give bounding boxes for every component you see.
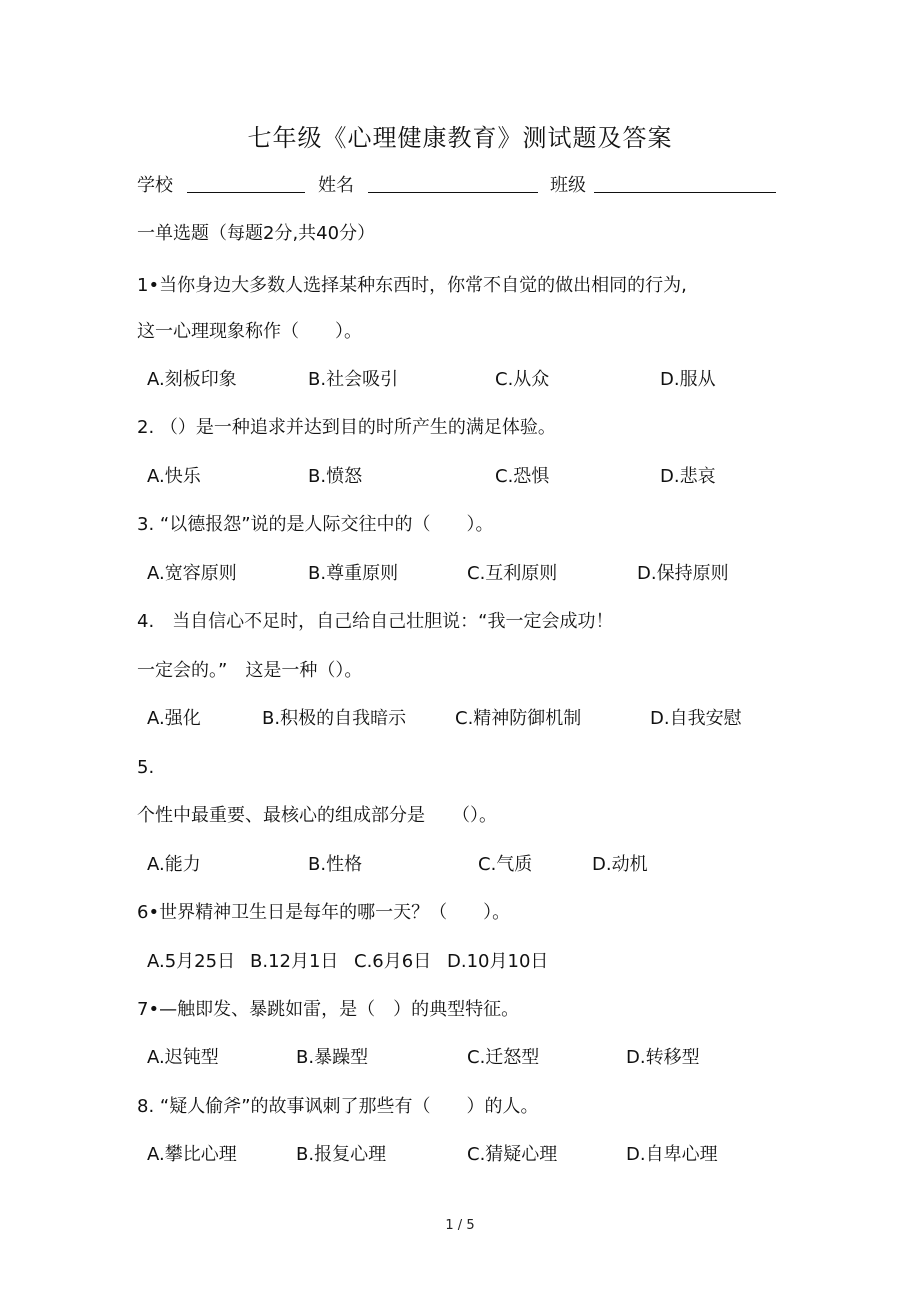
question-3-option-a[interactable]: A.宽容原则: [147, 563, 237, 584]
question-5-option-b[interactable]: B.性格: [308, 854, 363, 875]
question-5-option-c[interactable]: C.气质: [478, 854, 533, 875]
question-1-line-2: 这一心理现象称作（ ）。: [137, 321, 362, 342]
question-2-option-d[interactable]: D.悲哀: [660, 466, 716, 487]
question-5-option-d[interactable]: D.动机: [592, 854, 648, 875]
school-label: 学校: [137, 175, 173, 196]
question-7-option-b[interactable]: B.暴躁型: [296, 1047, 369, 1068]
question-8-line-1: 8. “疑人偷斧”的故事讽刺了那些有（ ）的人。: [137, 1096, 539, 1117]
question-1-option-a[interactable]: A.刻板印象: [147, 369, 237, 390]
question-4-line-1: 4. 当自信心不足时，自己给自己壮胆说：“我一定会成功！: [137, 611, 614, 632]
question-3-option-b[interactable]: B.尊重原则: [308, 563, 399, 584]
question-3-option-d[interactable]: D.保持原则: [637, 563, 729, 584]
question-6-line-1: 6•世界精神卫生日是每年的哪一天？（ ）。: [137, 902, 511, 923]
question-7-line-1: 7•—触即发、暴跳如雷，是（ ）的典型特征。: [137, 999, 520, 1020]
question-6-option-d[interactable]: D.10月10日: [447, 951, 549, 972]
question-1-option-c[interactable]: C.从众: [495, 369, 550, 390]
question-4-option-d[interactable]: D.自我安慰: [650, 708, 742, 729]
question-7-option-a[interactable]: A.迟钝型: [147, 1047, 219, 1068]
question-6-option-b[interactable]: B.12月1日: [250, 951, 339, 972]
section-heading: 一单选题（每题2分,共40分）: [137, 223, 376, 244]
question-8-option-a[interactable]: A.攀比心理: [147, 1144, 237, 1165]
question-4-option-b[interactable]: B.积极的自我暗示: [262, 708, 407, 729]
class-field: [550, 174, 776, 198]
class-label: 班级: [550, 175, 586, 196]
question-1-option-b[interactable]: B.社会吸引: [308, 369, 399, 390]
question-6-option-c[interactable]: C.6月6日: [354, 951, 432, 972]
page-number: 1 / 5: [445, 1218, 475, 1233]
question-5-line-1: 5.: [137, 757, 155, 778]
question-3-line-1: 3. “以德报怨”说的是人际交往中的（ ）。: [137, 514, 494, 535]
question-8-option-d[interactable]: D.自卑心理: [626, 1144, 718, 1165]
question-6-option-a[interactable]: A.5月25日: [147, 951, 236, 972]
question-1-line-1: 1•当你身边大多数人选择某种东西时，你常不自觉的做出相同的行为,: [137, 275, 687, 296]
question-1-option-d[interactable]: D.服从: [660, 369, 716, 390]
school-blank[interactable]: [187, 174, 305, 193]
name-label: 姓名: [318, 175, 354, 196]
name-field: [318, 174, 538, 198]
question-3-option-c[interactable]: C.互利原则: [467, 563, 558, 584]
document-title: 七年级《心理健康教育》测试题及答案: [247, 124, 673, 152]
question-2-option-b[interactable]: B.愤怒: [308, 466, 363, 487]
name-blank[interactable]: [368, 174, 538, 193]
question-8-option-b[interactable]: B.报复心理: [296, 1144, 387, 1165]
question-4-line-2: 一定会的。” 这是一种（）。: [137, 660, 363, 681]
class-blank[interactable]: [594, 174, 776, 193]
question-7-option-c[interactable]: C.迁怒型: [467, 1047, 540, 1068]
question-5-line-2: 个性中最重要、最核心的组成部分是 （）。: [137, 805, 497, 826]
question-2-option-a[interactable]: A.快乐: [147, 466, 201, 487]
question-7-option-d[interactable]: D.转移型: [626, 1047, 700, 1068]
school-field: [137, 174, 305, 198]
question-4-option-c[interactable]: C.精神防御机制: [455, 708, 582, 729]
question-8-option-c[interactable]: C.猜疑心理: [467, 1144, 558, 1165]
question-4-option-a[interactable]: A.强化: [147, 708, 201, 729]
question-5-option-a[interactable]: A.能力: [147, 854, 201, 875]
question-2-line-1: 2. （）是一种追求并达到目的时所产生的满足体验。: [137, 417, 556, 438]
question-2-option-c[interactable]: C.恐惧: [495, 466, 550, 487]
